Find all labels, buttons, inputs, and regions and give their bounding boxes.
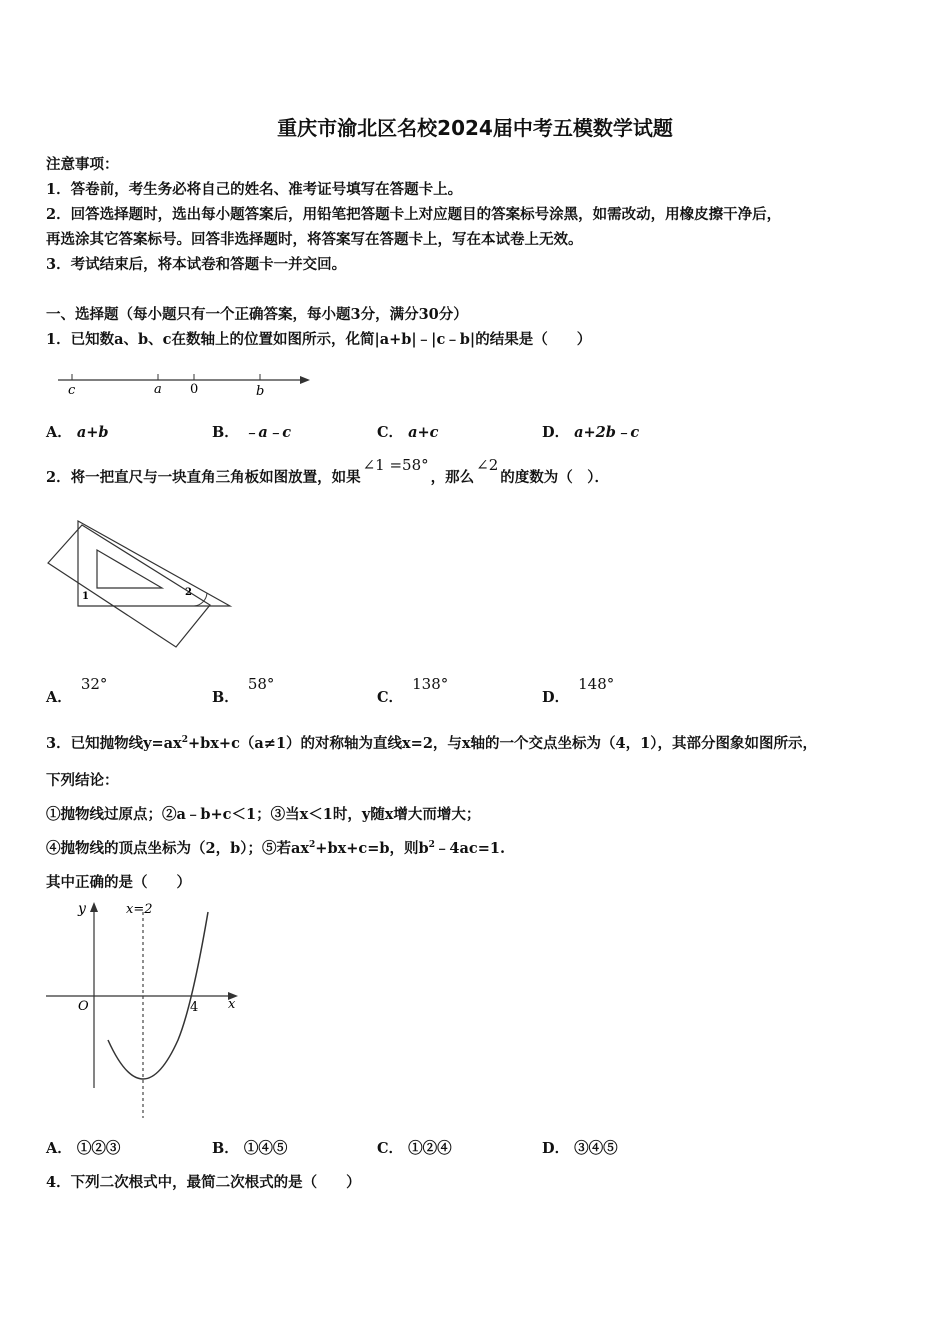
notice-item-3: 3．考试结束后，将本试卷和答题卡一并交回。 (46, 256, 347, 273)
q3-option-c-letter: C． (377, 1140, 404, 1157)
parabola-figure (40, 898, 245, 1120)
q3-line4 (46, 837, 505, 858)
q3-option-d (542, 1137, 618, 1158)
q3-line5: 其中正确的是（ ） (46, 874, 191, 891)
label-a: a (154, 382, 162, 397)
q2-option-a-text: 32° (80, 675, 108, 693)
label-four: 4 (190, 1000, 199, 1015)
label-y: y (78, 901, 86, 917)
q2-option-a-letter: A． (46, 689, 72, 706)
q2-option-a (46, 675, 108, 707)
q3-option-d-letter: D． (542, 1140, 570, 1157)
q3-option-b (212, 1137, 287, 1158)
q3-option-a-letter: A． (46, 1140, 72, 1157)
number-line-figure (52, 368, 314, 400)
notice-item-1: 1．答卷前，考生务必将自己的姓名、准考证号填写在答题卡上。 (46, 181, 463, 198)
section-heading: 一、选择题（每小题只有一个正确答案，每小题3分，满分30分） (46, 306, 468, 323)
q2-option-b-text: 58° (247, 675, 275, 693)
q1-option-b-text: ﹣a﹣c (243, 424, 292, 441)
notice-item-2-cont: 再选涂其它答案标号。回答非选择题时，将答案写在答题卡上，写在本试卷上无效。 (46, 231, 583, 248)
q2-angle2: ∠2 (476, 456, 499, 474)
q3-line2: 下列结论： (46, 772, 119, 789)
q3-option-a-text: ①②③ (76, 1140, 121, 1157)
q2-option-b-letter: B． (212, 689, 239, 706)
q3-option-b-letter: B． (212, 1140, 239, 1157)
ruler-shape (48, 525, 210, 647)
label-c: c (68, 383, 76, 398)
ruler-triangle-figure (42, 515, 242, 655)
label-zero: 0 (190, 382, 199, 397)
q2-option-d (542, 675, 615, 707)
notice-item-2: 2．回答选择题时，选出每小题答案后，用铅笔把答题卡上对应题目的答案标号涂黑，如需改动，用橡皮擦干净后， (46, 206, 782, 223)
q1-option-c-letter: C． (377, 424, 404, 441)
label-origin: O (78, 999, 89, 1014)
q1-option-b (212, 421, 291, 442)
q2-option-c (377, 675, 449, 707)
label-x: x (228, 997, 236, 1012)
q3-line4-sup1: 2 (309, 840, 316, 851)
q3-line4-part1: ④抛物线的顶点坐标为（2，b）；⑤若ax (46, 840, 310, 857)
q3-option-c-text: ①②④ (408, 1140, 452, 1157)
q3-line4-sup2: 2 (428, 840, 435, 851)
q3-option-a (46, 1137, 120, 1158)
q1-option-b-letter: B． (212, 424, 239, 441)
q2-option-c-text: 138° (412, 675, 449, 693)
q1-option-c-text: a+c (408, 424, 439, 441)
notice-heading: 注意事项： (46, 156, 119, 173)
q2-option-c-letter: C． (377, 689, 404, 706)
q3-option-d-text: ③④⑤ (574, 1140, 618, 1157)
q2-stem (46, 456, 610, 487)
q2-option-b (212, 675, 275, 707)
page-title: 重庆市渝北区名校2024届中考五模数学试题 (277, 116, 673, 140)
q1-option-a (46, 421, 109, 442)
q1-option-a-letter: A． (46, 424, 72, 441)
label-b: b (256, 384, 265, 399)
q2-option-d-text: 148° (578, 675, 615, 693)
q3-line1-part1: 3．已知抛物线y=ax (46, 735, 182, 752)
q4-stem: 4．下列二次根式中，最简二次根式的是（ ） (46, 1174, 361, 1191)
q1-option-d-letter: D． (542, 424, 570, 441)
q3-line1 (46, 732, 817, 753)
q3-option-b-text: ①④⑤ (243, 1140, 288, 1157)
angle-label-1: 1 (82, 591, 89, 602)
q3-option-c (377, 1137, 452, 1158)
q1-option-d (542, 421, 639, 442)
q2-angle1: ∠1 =58° (362, 456, 429, 474)
q2-stem-part1: 2．将一把直尺与一块直角三角板如图放置，如果 (46, 469, 361, 486)
q1-option-c (377, 421, 438, 442)
q2-option-d-letter: D． (542, 689, 570, 706)
q3-line4-part3: ﹣4ac=1. (434, 840, 506, 857)
q2-stem-part3: 的度数为（ ）． (500, 469, 610, 486)
q3-line1-sup: 2 (181, 735, 188, 746)
number-line-arrow (300, 376, 310, 384)
label-axis: x=2 (126, 902, 153, 917)
q3-line3: ①抛物线过原点；②a﹣b+c＜1；③当x＜1时，y随x增大而增大； (46, 806, 481, 823)
q3-line1-part2: +bx+c（a≠1）的对称轴为直线x=2，与x轴的一个交点坐标为（4，1），其部分图象如图所示， (187, 735, 817, 752)
q1-option-d-text: a+2b﹣c (574, 424, 640, 441)
angle-label-2: 2 (185, 587, 192, 598)
q1-option-a-text: a+b (76, 424, 109, 441)
y-axis-arrow (90, 902, 98, 912)
q3-line4-part2: +bx+c=b，则b (315, 840, 429, 857)
q2-stem-part2: ，那么 (430, 469, 475, 486)
q1-stem: 1．已知数a、b、c在数轴上的位置如图所示，化简|a+b|﹣|c﹣b|的结果是（ ） (46, 331, 592, 348)
